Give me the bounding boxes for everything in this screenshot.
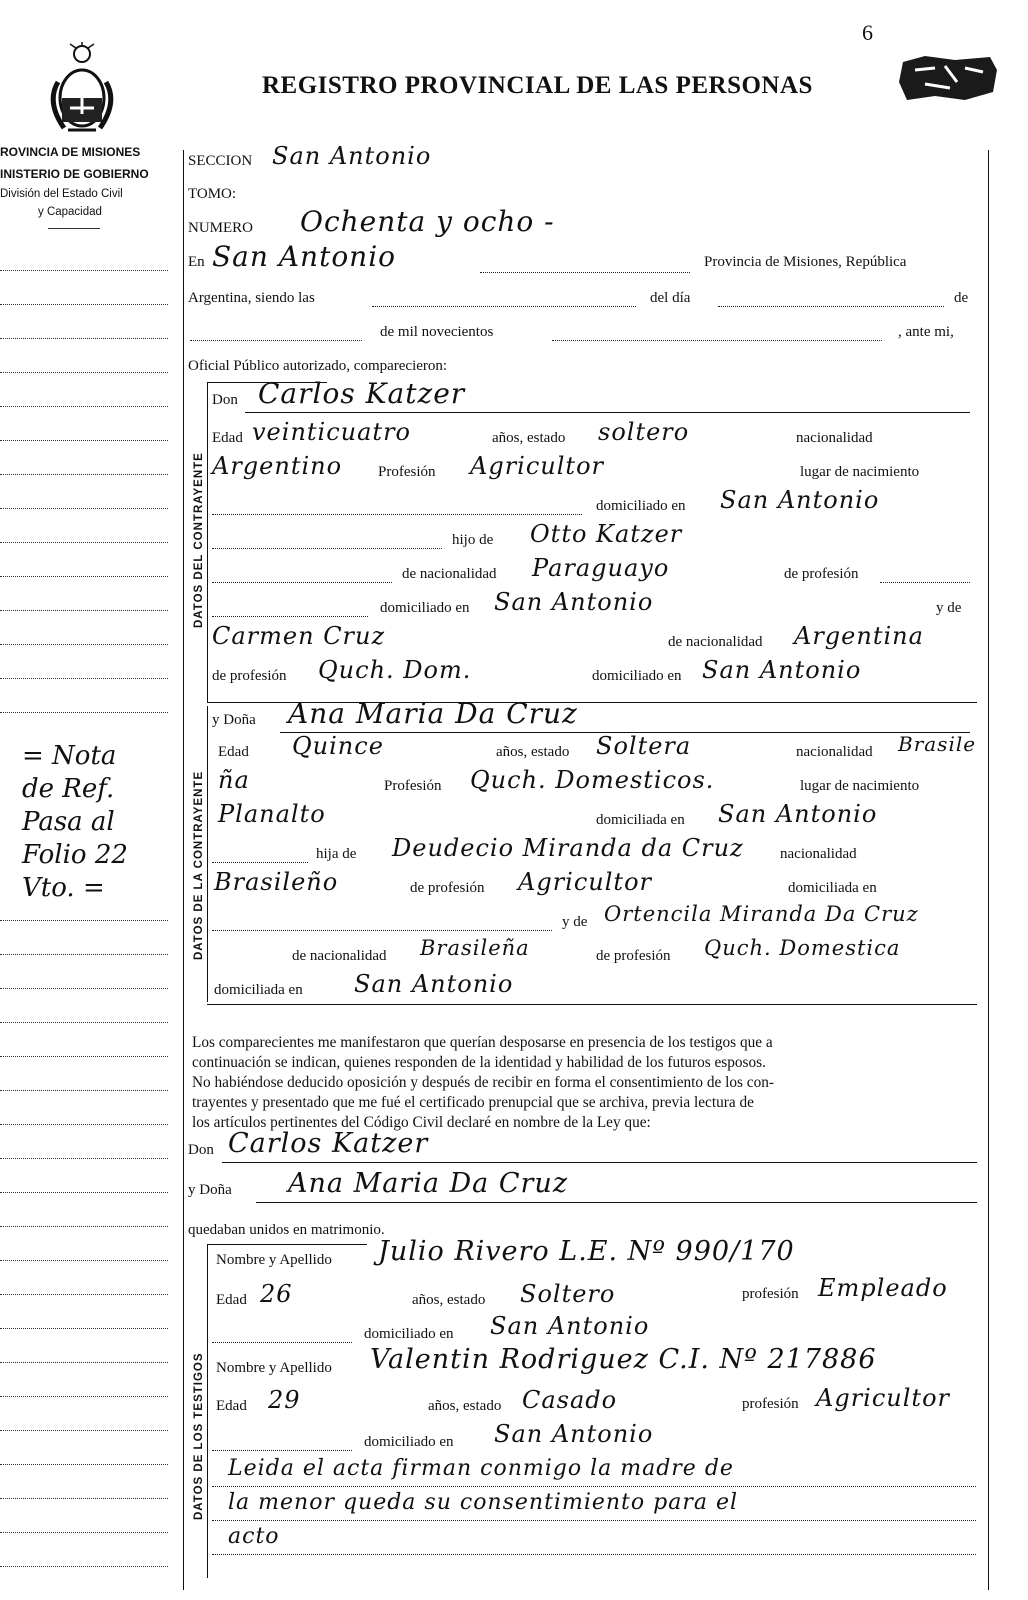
margin-line [0,372,168,373]
groom-father-prof-label: de profesión [784,566,859,582]
groom-nationality-value: Argentino [212,452,343,480]
divider [48,228,100,229]
w2-edad-label: Edad [216,1398,247,1414]
blank-line [212,616,368,617]
seccion-label: SECCION [188,153,253,169]
blank-line [212,548,442,549]
bride-hija-label: hija de [316,846,357,862]
oficial-label: Oficial Público autorizado, comparecieron: [188,358,448,374]
lugar-value: San Antonio [212,240,397,273]
form-right-border [988,150,989,1590]
w2-prof-label: profesión [742,1396,799,1412]
groom-section-border [207,382,208,702]
groom-mother-dom-label: domiciliado en [592,668,682,684]
division-label: División del Estado Civil [0,188,123,200]
w2-name-value: Valentin Rodriguez C.I. Nº 217886 [370,1344,877,1375]
margin-line [0,1566,168,1567]
margin-line [0,1294,168,1295]
bride-father-prof-value: Agricultor [518,868,652,896]
w2-dom-label: domiciliado en [364,1434,454,1450]
bride-edad-label: Edad [218,744,249,760]
year-blank [552,340,882,341]
hour-blank [372,306,636,307]
groom-birthplace-label: lugar de nacimiento [800,464,920,480]
bride-anos-label: años, estado [496,744,570,760]
margin-line [0,304,168,305]
groom-section-label: DATOS DEL CONTRAYENTE [193,452,205,628]
bride-father-nat-label: nacionalidad [780,846,857,862]
bride-father-prof-label: de profesión [410,880,485,896]
bride-dom-value: San Antonio [718,800,878,828]
bride-mother-nat-label: de nacionalidad [292,948,387,964]
bride-section-border [207,706,208,1002]
tomo-label: TOMO: [188,186,237,202]
bride-profession-value: Quch. Domesticos. [470,766,715,794]
groom-father-value: Otto Katzer [530,520,683,548]
numero-label: NUMERO [188,220,254,236]
witness-section-border [207,1244,208,1578]
bride-mother-dom-value: San Antonio [354,970,514,998]
w2-prof-value: Agricultor [816,1384,950,1412]
margin-line [0,270,168,271]
margin-line [0,440,168,441]
groom-edad-label: Edad [212,430,243,446]
margin-line [0,712,168,713]
bride-y-de-label: y de [562,914,588,930]
province-label: ROVINCIA DE MISIONES [0,145,141,159]
closing-rule [212,1520,976,1521]
page-title: REGISTRO PROVINCIAL DE LAS PERSONAS [262,72,813,99]
margin-line [0,954,168,955]
groom-profession-value: Agricultor [470,452,604,480]
margin-line [0,1022,168,1023]
w1-dom-value: San Antonio [490,1312,650,1340]
groom-don-label: Don [212,392,238,408]
ink-stamp [895,52,1000,104]
groom-mother-prof-value: Quch. Dom. [318,656,472,684]
closing-line-2: la menor queda su consentimiento para el [228,1490,739,1515]
ante-mi-label: , ante mi, [898,324,954,340]
en-label: En [188,254,205,270]
blank-line [480,272,690,273]
margin-line [0,406,168,407]
margin-line [0,576,168,577]
w1-estado-value: Soltero [520,1280,616,1308]
groom-mother-nat-value: Argentina [794,622,924,650]
w1-edad-label: Edad [216,1292,247,1308]
bride-nationality-value: Brasile [898,732,977,756]
margin-line [0,988,168,989]
w1-name-value: Julio Rivero L.E. Nº 990/170 [378,1236,795,1267]
margin-line [0,1498,168,1499]
w1-prof-value: Empleado [818,1274,948,1302]
ministry-label: INISTERIO DE GOBIERNO [0,167,149,181]
groom-anos-label: años, estado [492,430,566,446]
closing-line-3: acto [228,1524,280,1549]
groom-dom-value: San Antonio [720,486,880,514]
groom-mother-dom-value: San Antonio [702,656,862,684]
bride-father-nat-value: Brasileño [214,868,339,896]
bride-dom-label: domiciliada en [596,812,685,828]
bride-estado-value: Soltera [596,732,692,760]
margin-line [0,1260,168,1261]
margin-line [0,644,168,645]
margin-line [0,508,168,509]
mil-label: de mil novecientos [380,324,494,340]
bride-nationality-cont: ña [218,766,250,794]
closing-rule [212,1486,976,1487]
margin-line [0,1158,168,1159]
margin-line [0,1464,168,1465]
blank-line [212,514,582,515]
decl-groom-value: Carlos Katzer [228,1128,429,1159]
bride-dona-label: y Doña [212,712,256,728]
w2-estado-value: Casado [522,1386,618,1414]
w2-age-value: 29 [268,1386,301,1414]
groom-nationality-label: nacionalidad [796,430,873,446]
w1-dom-label: domiciliado en [364,1326,454,1342]
blank-line [212,1450,352,1451]
quedaban-label: quedaban unidos en matrimonio. [188,1222,385,1238]
closing-rule [212,1554,976,1555]
margin-line [0,1124,168,1125]
bride-mother-prof-value: Quch. Domestica [704,936,901,960]
margin-line [0,542,168,543]
margin-line [0,338,168,339]
w2-dom-value: San Antonio [494,1420,654,1448]
decl-dona-label: y Doña [188,1182,232,1198]
blank-line [212,862,308,863]
bride-name-value: Ana Maria Da Cruz [288,697,578,730]
witness-section-label: DATOS DE LOS TESTIGOS [193,1352,205,1520]
bride-mother-prof-label: de profesión [596,948,671,964]
margin-note: = Nota de Ref. Pasa al Folio 22 Vto. = [22,741,128,903]
decl-don-label: Don [188,1142,214,1158]
w1-anos-label: años, estado [412,1292,486,1308]
margin-line [0,1056,168,1057]
decl-line [222,1162,977,1163]
groom-name-line [245,412,970,413]
bride-father-dom-label: domiciliada en [788,880,877,896]
form-left-border [183,150,184,1590]
margin-line [0,1396,168,1397]
seccion-value: San Antonio [272,142,432,170]
witness-section-top [207,1244,367,1245]
groom-father-dom-value: San Antonio [494,588,654,616]
bride-profession-label: Profesión [384,778,442,794]
margin-line [0,1226,168,1227]
groom-dom-label: domiciliado en [596,498,686,514]
groom-mother-value: Carmen Cruz [212,622,386,650]
coat-of-arms-icon [42,42,122,140]
blank-line [212,1342,352,1343]
blank-line [212,582,392,583]
margin-line [0,610,168,611]
groom-mother-nat-label: de nacionalidad [668,634,763,650]
decl-bride-value: Ana Maria Da Cruz [288,1168,569,1199]
bride-mother-dom-label: domiciliada en [214,982,303,998]
groom-father-nat-value: Paraguayo [532,554,670,582]
margin-line [0,1328,168,1329]
page-number: 6 [862,20,873,45]
margin-line [0,678,168,679]
blank-line [880,582,970,583]
margin-line [0,1192,168,1193]
groom-hijo-label: hijo de [452,532,494,548]
blank-line [212,930,552,931]
provincia-label: Provincia de Misiones, República [704,254,907,270]
decl-line [256,1202,977,1203]
w1-age-value: 26 [260,1280,293,1308]
w2-anos-label: años, estado [428,1398,502,1414]
day-blank [718,306,944,307]
w2-name-label: Nombre y Apellido [216,1360,332,1376]
groom-age-value: veinticuatro [252,418,411,446]
de-label: de [954,290,969,306]
bride-birthplace-value: Planalto [218,800,326,828]
numero-value: Ochenta y ocho - [300,205,555,238]
groom-mother-prof-label: de profesión [212,668,287,684]
margin-line [0,474,168,475]
margin-line [0,1362,168,1363]
margin-line [0,920,168,921]
month-blank [190,340,362,341]
w1-name-label: Nombre y Apellido [216,1252,332,1268]
section-divider [207,1004,977,1005]
w1-prof-label: profesión [742,1286,799,1302]
bride-mother-nat-value: Brasileña [420,936,530,960]
groom-father-nat-label: de nacionalidad [402,566,497,582]
argentina-label: Argentina, siendo las [188,290,315,306]
bride-birthplace-label: lugar de nacimiento [800,778,920,794]
capacity-label: y Capacidad [38,206,102,218]
groom-profession-label: Profesión [378,464,436,480]
margin-line [0,1532,168,1533]
groom-name-value: Carlos Katzer [258,377,466,410]
bride-age-value: Quince [292,732,384,760]
groom-y-de-label: y de [936,600,962,616]
declaration-paragraph: Los comparecientes me manifestaron que querían desposarse en presencia de los testigos que a continuación se indican, quienes responden de la identidad y habilidad de los futuros esposos. No habiéndose deducido oposición y después de recibir en forma el consentimiento de los con- trayentes y presentado que me fué el certificado prenupcial que se archiva, previa lectura de los artículos pertinentes del Código Civil declaré en nombre de la Ley que: [192,1034,774,1131]
bride-mother-value: Ortencila Miranda Da Cruz [604,902,919,926]
groom-father-dom-label: domiciliado en [380,600,470,616]
closing-line-1: Leida el acta firman conmigo la madre de [228,1456,734,1481]
bride-section-label: DATOS DE LA CONTRAYENTE [193,770,205,960]
margin-line [0,1090,168,1091]
groom-estado-value: soltero [598,418,690,446]
del-dia-label: del día [650,290,691,306]
margin-line [0,1430,168,1431]
bride-nationality-label: nacionalidad [796,744,873,760]
bride-father-value: Deudecio Miranda da Cruz [392,834,744,862]
